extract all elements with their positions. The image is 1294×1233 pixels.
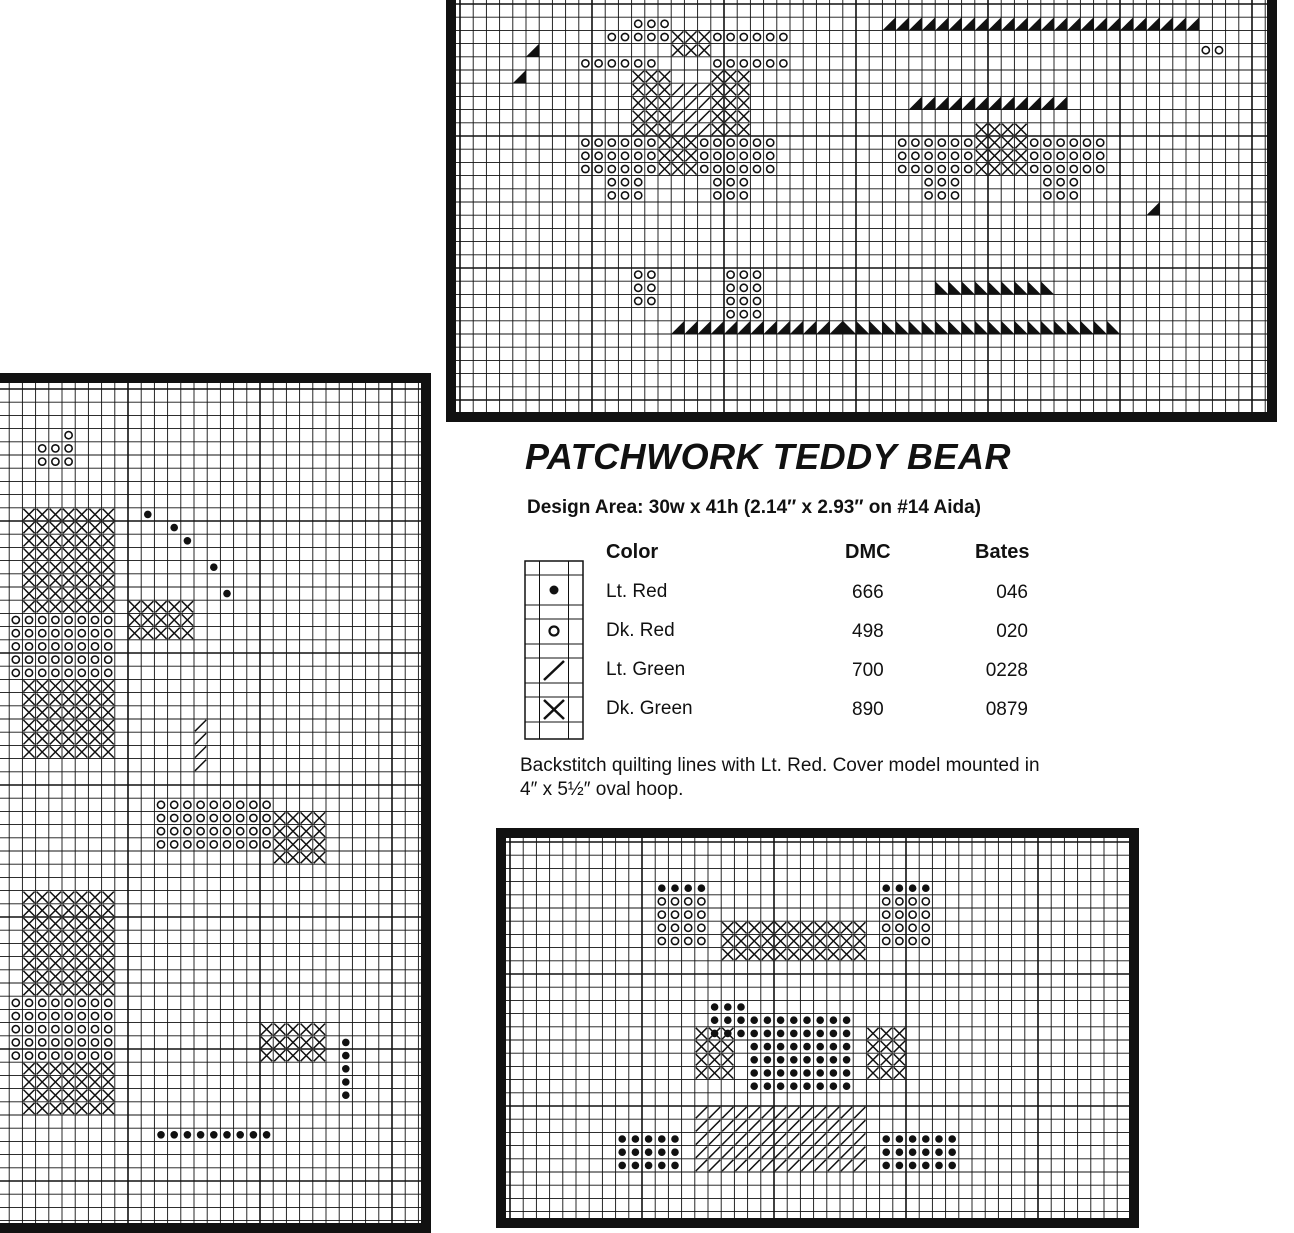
bear-chart-left (0, 373, 431, 1233)
legend-header-dmc: DMC (845, 541, 891, 563)
legend-symbol-strip (524, 560, 584, 740)
legend-bates-number: 0879 (985, 699, 1028, 720)
legend-color-name: Lt. Green (606, 659, 686, 680)
legend-dmc-number: 498 (852, 621, 884, 642)
legend-color-name: Lt. Red (606, 581, 668, 602)
instructions-line: 4″ x 5½″ oval hoop. (520, 779, 684, 800)
legend-bates-number: 020 (996, 621, 1028, 642)
legend-bates-number: 046 (996, 582, 1028, 603)
open-dot-icon (550, 627, 559, 636)
quilt-chart-top (446, 0, 1277, 422)
legend-dmc-number: 666 (852, 582, 884, 603)
legend-dmc-number: 700 (852, 660, 884, 681)
filled-dot-icon (550, 586, 559, 595)
legend-bates-number: 0228 (985, 660, 1028, 681)
legend-dmc-number: 890 (852, 699, 884, 720)
slash-icon (544, 661, 564, 680)
legend-color-name: Dk. Red (606, 620, 675, 641)
legend-header-bates: Bates (975, 541, 1030, 563)
instructions-line: Backstitch quilting lines with Lt. Red. Cover model mounted in (520, 755, 1040, 776)
pattern-grid-bottom (506, 838, 1129, 1218)
pattern-grid-left (0, 383, 421, 1223)
instructions-note (520, 754, 1180, 802)
design-area-text: Design Area: 30w x 41h (2.14″ x 2.93″ on #14 Aida) (527, 497, 981, 518)
legend-color-name: Dk. Green (606, 698, 693, 719)
bear-chart-bottom (496, 828, 1139, 1228)
cross-icon (544, 700, 564, 719)
pattern-grid-top (456, 0, 1267, 412)
legend-header-color: Color (606, 541, 659, 563)
pattern-title: PATCHWORK TEDDY BEAR (525, 436, 1011, 477)
